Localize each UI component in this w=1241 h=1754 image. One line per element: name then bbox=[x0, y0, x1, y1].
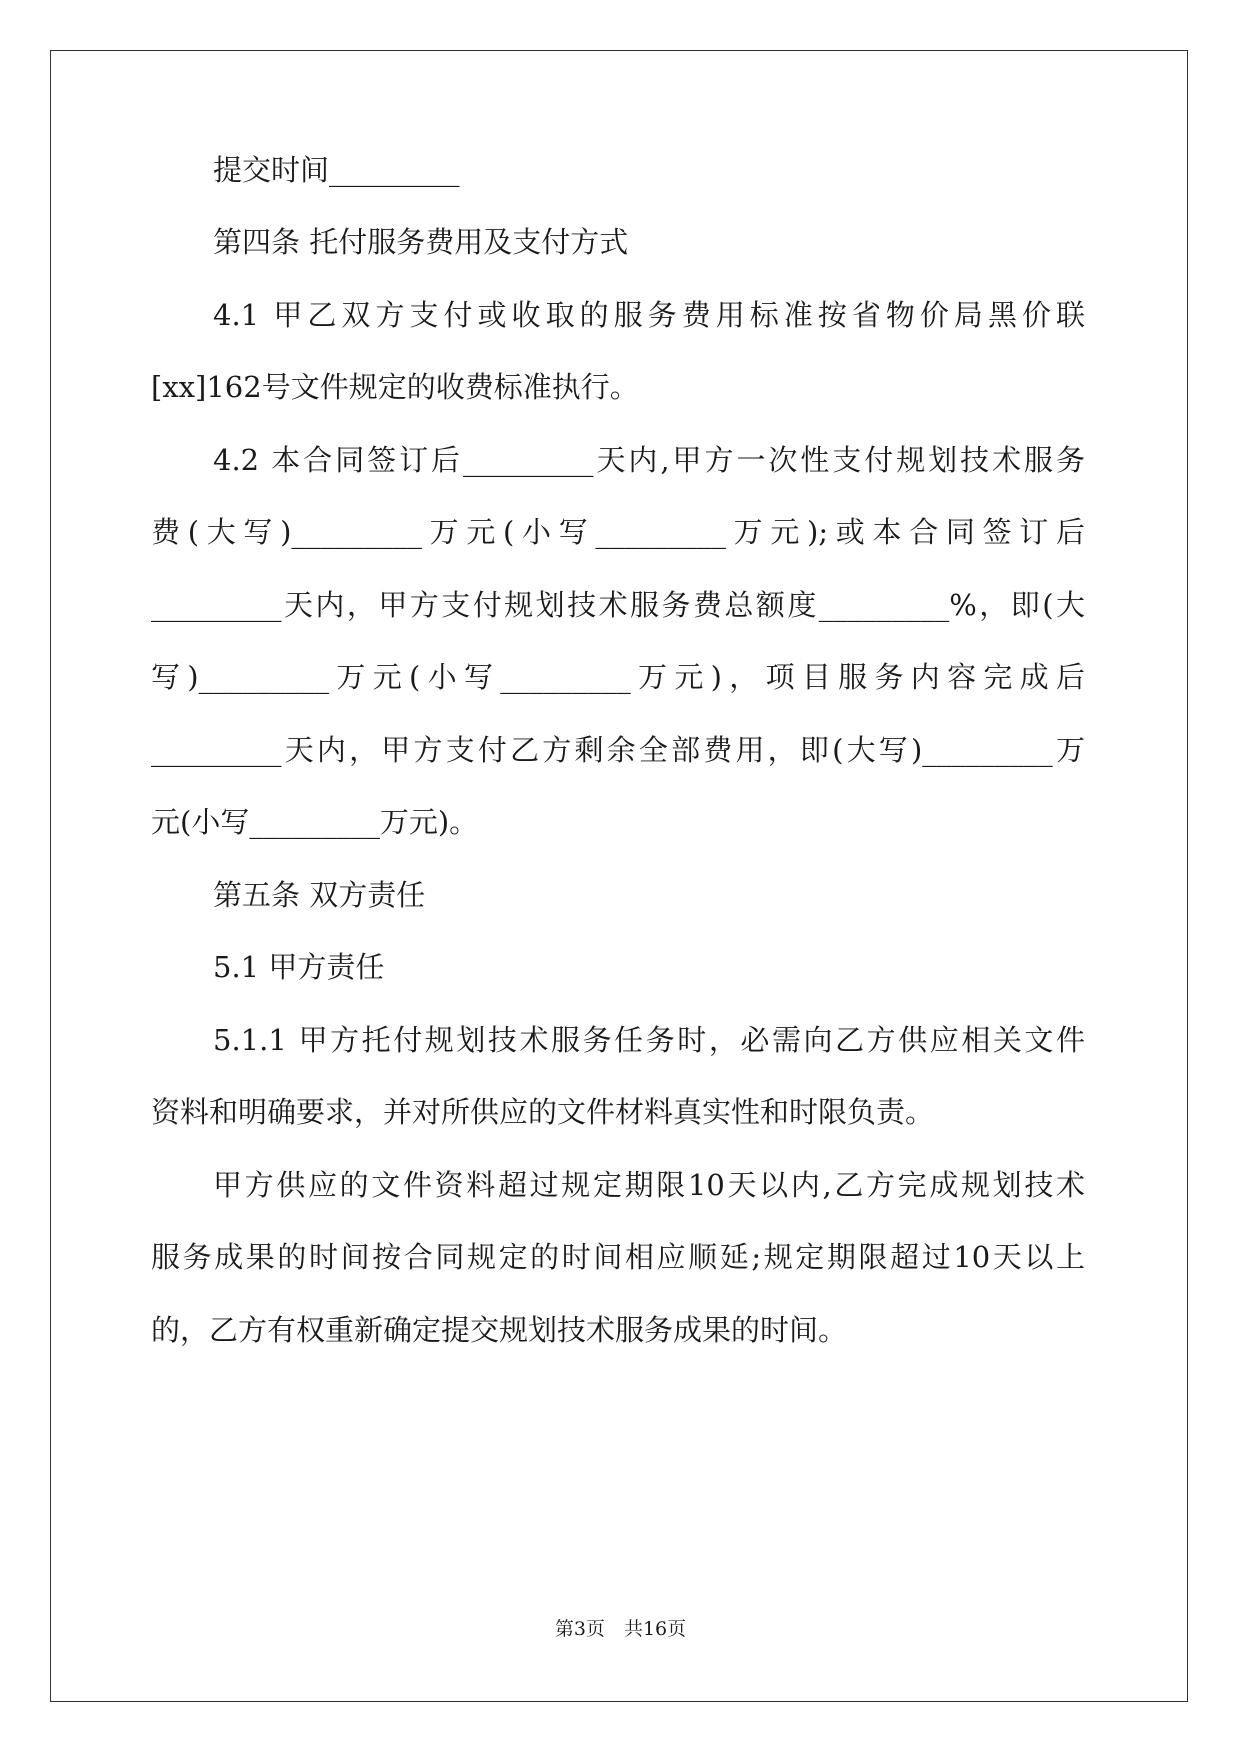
clause-4-2-line-1: 4.2 本合同签订后_________天内,甲方一次性支付规划技术服务 bbox=[213, 443, 1085, 477]
clause-5-1-1-line-1: 5.1.1 甲方托付规划技术服务任务时，必需向乙方供应相关文件 bbox=[213, 1023, 1085, 1057]
submit-time-line: 提交时间_________ bbox=[213, 153, 460, 187]
paragraph-line-1: 甲方供应的文件资料超过规定期限10天以内,乙方完成规划技术 bbox=[213, 1168, 1085, 1202]
clause-4-1-line-2: [xx]162号文件规定的收费标准执行。 bbox=[151, 370, 639, 404]
clause-4-2-line-4: 写)_________万元(小写_________万元)，项目服务内容完成后 bbox=[151, 660, 1085, 694]
article-5-heading: 第五条 双方责任 bbox=[213, 878, 426, 912]
paragraph-line-3: 的，乙方有权重新确定提交规划技术服务成果的时间。 bbox=[151, 1313, 848, 1347]
clause-5-1-1-line-2: 资料和明确要求，并对所供应的文件材料真实性和时限负责。 bbox=[151, 1095, 935, 1129]
clause-4-2-line-3: _________天内，甲方支付规划技术服务费总额度_________%，即(大 bbox=[151, 588, 1085, 622]
clause-4-2-line-5: _________天内，甲方支付乙方剩余全部费用，即(大写)_________万 bbox=[151, 733, 1085, 767]
clause-4-2-line-6: 元(小写_________万元)。 bbox=[151, 805, 479, 839]
clause-4-1-line-1: 4.1 甲乙双方支付或收取的服务费用标准按省物价局黑价联 bbox=[213, 298, 1085, 332]
clause-4-2-line-2: 费(大写)_________万元(小写_________万元);或本合同签订后 bbox=[151, 515, 1085, 549]
paragraph-line-2: 服务成果的时间按合同规定的时间相应顺延;规定期限超过10天以上 bbox=[151, 1240, 1085, 1274]
clause-5-1-heading: 5.1 甲方责任 bbox=[213, 950, 385, 984]
article-4-heading: 第四条 托付服务费用及支付方式 bbox=[213, 225, 629, 259]
page-number-footer: 第3页 共16页 bbox=[554, 1618, 687, 1640]
